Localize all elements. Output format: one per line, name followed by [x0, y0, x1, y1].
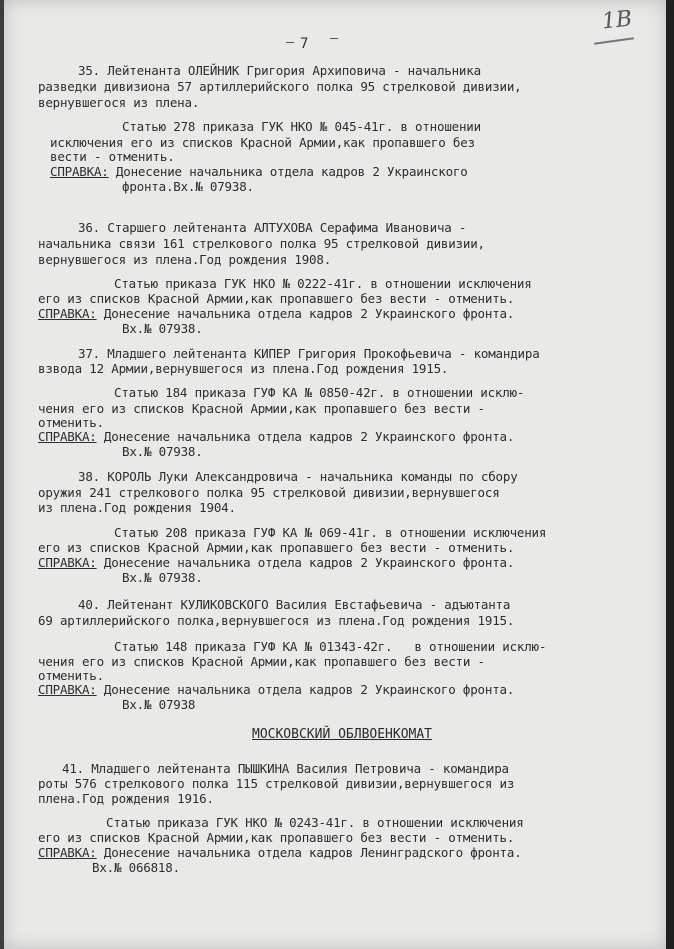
entry-41-reference: СПРАВКА: Донесение начальника отдела кадров Ленинградского фронта.	[38, 845, 522, 860]
entry-41-order-line-1: Статью приказа ГУК НКО № 0243-41г. в отношении исключения	[106, 815, 524, 830]
page-edge-right	[666, 0, 674, 949]
entry-36-line-1: 36. Старшего лейтенанта АЛТУХОВА Серафима Ивановича -	[78, 220, 467, 235]
entry-37-reference-number: Вх.№ 07938.	[122, 444, 203, 459]
entry-38-line-3: из плена.Год рождения 1904.	[38, 500, 236, 515]
entry-38-order-line-2: его из списков Красной Армии,как пропавшего без вести - отменить.	[38, 540, 515, 555]
reference-label: СПРАВКА:	[38, 555, 97, 570]
entry-35-reference: СПРАВКА: Донесение начальника отдела кадров 2 Украинского	[50, 164, 468, 179]
entry-38-reference-number: Вх.№ 07938.	[122, 570, 203, 585]
reference-label: СПРАВКА:	[38, 429, 97, 444]
entry-37-line-2: взвода 12 Армии,вернувшегося из плена.Год рождения 1915.	[38, 361, 449, 376]
entry-40-order-line-1: Статью 148 приказа ГУФ КА № 01343-42г. в отношении исклю-	[114, 639, 547, 654]
reference-label: СПРАВКА:	[50, 164, 109, 179]
entry-37-order-line-3: отменить.	[38, 415, 104, 430]
entry-41-line-3: плена.Год рождения 1916.	[38, 791, 214, 806]
page-number: 7	[300, 36, 309, 52]
handwritten-underline	[594, 37, 634, 45]
entry-37-order-line-1: Статью 184 приказа ГУФ КА № 0850-42г. в отношении исклю-	[114, 385, 525, 400]
entry-37-line-1: 37. Младшего лейтенанта КИПЕР Григория Прокофьевича - командира	[78, 346, 540, 361]
entry-41-line-2: роты 576 стрелкового полка 115 стрелковой дивизии,вернувшегося из	[38, 776, 515, 791]
entry-36-order-line-2: его из списков Красной Армии,как пропавшего без вести - отменить.	[38, 291, 515, 306]
entry-35-line-2: разведки дивизиона 57 артиллерийского полка 95 стрелковой дивизии,	[38, 79, 522, 94]
reference-label: СПРАВКА:	[38, 845, 97, 860]
reference-label: СПРАВКА:	[38, 306, 97, 321]
entry-41-order-line-2: его из списков Красной Армии,как пропавшего без вести - отменить.	[38, 830, 515, 845]
page-number-dash-left	[286, 42, 294, 43]
page-number-dash-right	[330, 38, 338, 39]
entry-36-reference-number: Вх.№ 07938.	[122, 321, 203, 336]
entry-35-line-3: вернувшегося из плена.	[38, 95, 200, 110]
entry-35-order-line-3: вести - отменить.	[50, 149, 175, 164]
entry-38-line-2: оружия 241 стрелкового полка 95 стрелковой дивизии,вернувшегося	[38, 485, 500, 500]
document-page	[4, 0, 666, 949]
entry-38-order-line-1: Статью 208 приказа ГУФ КА № 069-41г. в отношении исключения	[114, 525, 547, 540]
entry-35-line-1: 35. Лейтенанта ОЛЕЙНИК Григория Архиповича - начальника	[78, 63, 481, 78]
handwritten-folio-number: 1В	[600, 6, 634, 35]
entry-36-line-3: вернувшегося из плена.Год рождения 1908.	[38, 252, 332, 267]
entry-36-order-line-1: Статью приказа ГУК НКО № 0222-41г. в отношении исключения	[114, 276, 532, 291]
entry-40-reference-number: Вх.№ 07938	[122, 697, 196, 712]
reference-label: СПРАВКА:	[38, 682, 97, 697]
entry-38-line-1: 38. КОРОЛЬ Луки Александровича - начальника команды по сбору	[78, 469, 518, 484]
entry-40-order-line-3: отменить.	[38, 668, 104, 683]
entry-40-line-1: 40. Лейтенант КУЛИКОВСКОГО Василия Евстафьевича - адъютанта	[78, 597, 511, 612]
entry-40-reference: СПРАВКА: Донесение начальника отдела кадров 2 Украинского фронта.	[38, 682, 515, 697]
entry-38-reference: СПРАВКА: Донесение начальника отдела кадров 2 Украинского фронта.	[38, 555, 515, 570]
entry-40-line-2: 69 артиллерийского полка,вернувшегося из плена.Год рождения 1915.	[38, 613, 515, 628]
entry-40-order-line-2: чения его из списков Красной Армии,как пропавшего без вести -	[38, 654, 485, 669]
entry-37-order-line-2: чения его из списков Красной Армии,как пропавшего без вести -	[38, 401, 485, 416]
entry-41-reference-number: Вх.№ 066818.	[92, 860, 180, 875]
entry-35-order-line-2: исключения его из списков Красной Армии,как пропавшего без	[50, 135, 475, 150]
entry-36-line-2: начальника связи 161 стрелкового полка 95 стрелковой дивизии,	[38, 236, 485, 251]
entry-41-line-1: 41. Младшего лейтенанта ПЫШКИНА Василия Петровича - командира	[62, 761, 509, 776]
entry-36-reference: СПРАВКА: Донесение начальника отдела кадров 2 Украинского фронта.	[38, 306, 515, 321]
entry-35-reference-number: фронта.Вх.№ 07938.	[122, 179, 254, 194]
entry-37-reference: СПРАВКА: Донесение начальника отдела кадров 2 Украинского фронта.	[38, 429, 515, 444]
section-heading: МОСКОВСКИЙ ОБЛВОЕНКОМАТ	[252, 727, 433, 742]
entry-35-order-line-1: Статью 278 приказа ГУК НКО № 045-41г. в отношении	[122, 119, 481, 134]
